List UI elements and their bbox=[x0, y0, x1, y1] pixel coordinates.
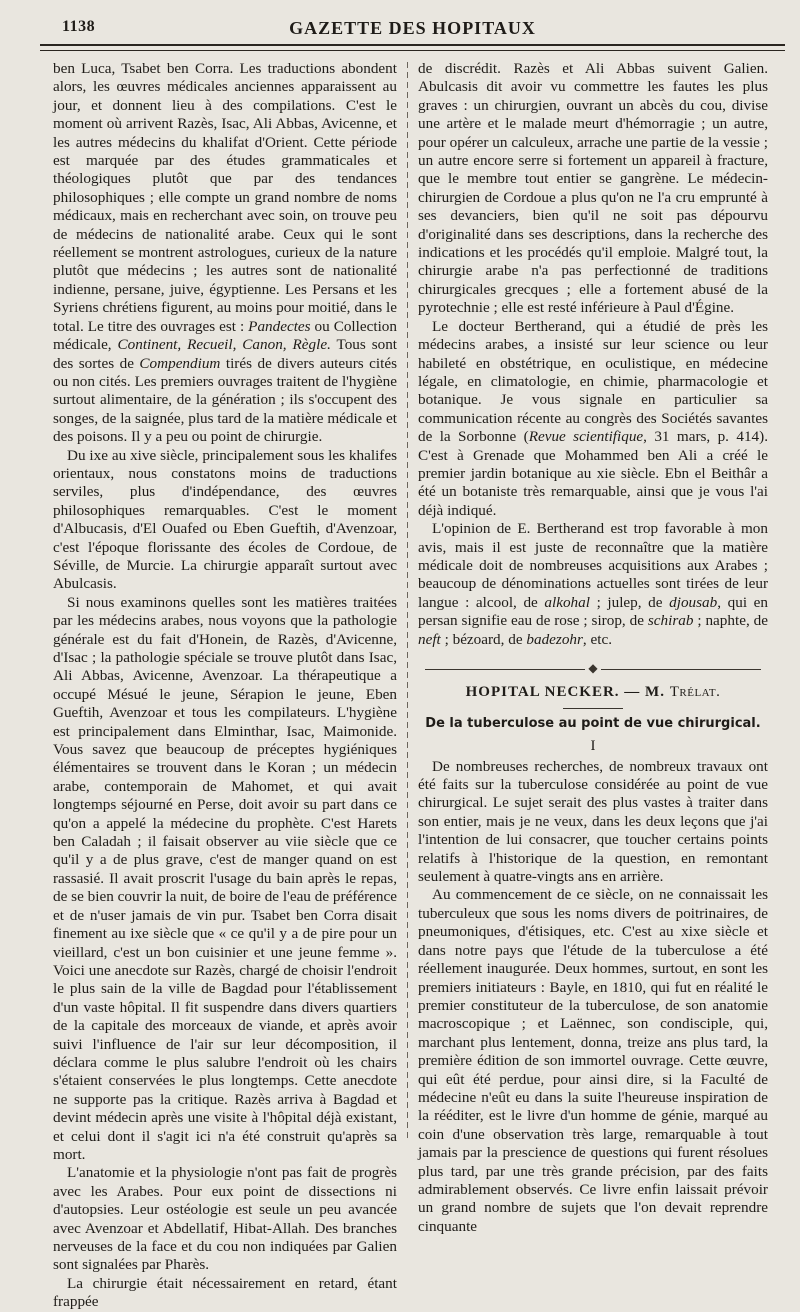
header-rule bbox=[40, 44, 785, 46]
paragraph: L'opinion de E. Bertherand est trop favorable à mon avis, mais il est juste de reconnaître que la matière médicale doit de nombreuses acquisitions aux Arabes ; beaucoup de dénominations actuelles sont tirées de leur langue : alcool, de alkohal ; julep, de djousab, qui en persan signifie eau de rose ; sirop, de schirab ; naphte, de neft ; bézoard, de badezohr, etc. bbox=[418, 520, 768, 648]
page-header bbox=[40, 8, 785, 48]
header-rule-thin bbox=[40, 50, 785, 51]
paragraph: Au commencement de ce siècle, on ne connaissait les tuberculeux que sous les noms divers de poitrinaires, de pneumoniques, d'étisiques, etc. C'est au xixe siècle et dans notre pays que l'étude de la tuberculose a été réellement inaugurée. Deux hommes, surtout, en sont les premiers initiateurs : Bayle, en 1810, qui fut en réalité le premier constituteur de la tuberculose, de son anatomie macroscopique ; et Laënnec, son condisciple, qui, marchant plus lentement, donna, treize ans plus tard, la première édition de son immortel ouvrage. Cette œuvre, qui eût été perdue, pour ainsi dire, si la Faculté de médecine n'eût eu dans la suite l'heureuse inspiration de la rééditer, est le livre d'un homme de génie, marqué au coin d'une observation très large, remarquable à tout jamais par la prescience de questions qui furent résolues plus tard, par une très grande précision, par des faits admirablement observés. Ce livre enfin laissait prévoir un grand nombre de sujets que l'on devait reprendre cinquante bbox=[418, 886, 768, 1235]
right-column bbox=[418, 60, 768, 1236]
page-number: 1138 bbox=[62, 18, 96, 35]
paragraph: Si nous examinons quelles sont les matières traitées par les médecins arabes, nous voyons que la pathologie générale est du fait d'Honein, de Razès, d'Avicenne, d'Isac ; la pathologie spéciale se trouve plutôt dans Isac, Ali Abbas, Avicenne, Avenzoar. La thérapeutique a occupé Mésué le jeune, Sérapion le jeune, Eben Gueftih, Avenzoar et tous les compilateurs. L'hygiène est principalement dans Elminthar, Isac, Maimonide. Vous savez que beaucoup de préceptes hygiéniques élémentaires se trouvent dans le Koran ; un médecin arabe, contemporain de Mahomet, et qui avait longtemps séjourné en Perse, doit avoir su part dans ce qu'on a appelé la médecine du prophète. C'est Harets ben Caladah ; il faisait observer au viie siècle que ce qu'il y a de plus grave, c'est de manger quand on est rassasié. Il avait proscrit l'usage du bain après le repas, de se bien couvrir la nuit, de boire de l'eau de préférence et de n'user jamais de vin pur. Tsabet ben Corra disait finement au ixe siècle que « ce qu'il y a de pire pour un vieillard, c'est un bon cuisinier et une jeune femme ». Voici une anecdote sur Razès, chargé de choisir l'endroit le plus sain de la ville de Bagdad pour l'établissement d'un vaste hôpital. Il fit suspendre dans divers quartiers de la capitale des morceaux de viande, et après avoir suivi l'influence de l'air sur leur décomposition, il déclara comme le plus salubre l'endroit où les chairs s'étaient conservées le plus longtemps. Cette anecdote ne supporte pas la critique. Razès arriva à Bagdad et devint médecin après une visite à l'hôpital déjà existant, et celui dont il s'agit ici n'a été construit qu'après sa mort. bbox=[53, 593, 397, 1163]
hospital-heading: HOPITAL NECKER. — M. Trélat. bbox=[465, 684, 721, 701]
ornamental-separator: ◆ bbox=[418, 659, 768, 677]
paragraph: La chirurgie était nécessairement en retard, étant frappée bbox=[53, 1274, 397, 1311]
paragraph: L'anatomie et la physiologie n'ont pas fait de progrès avec les Arabes. Pour eux point de dissections ni d'autopsies. Leur ostéologie est seule un peu avancée avec Avenzoar et Abdellatif, Hibat-Allah. Des branches nerveuses de la face et du cou non indiquées par Galien sont signalées par Pharès. bbox=[53, 1164, 397, 1274]
column-divider bbox=[407, 62, 408, 1142]
left-column bbox=[53, 60, 397, 1312]
section-number: I bbox=[590, 738, 596, 755]
paragraph: Du ixe au xive siècle, principalement sous les khalifes orientaux, nous constatons moins de traductions serviles, plus d'indépendance, des œuvres philosophiques remarquables. C'est le moment d'Albucasis, d'El Ouafed ou Eben Gueftih, d'Avenzoar, c'est l'époque florissante des écoles de Cordoue, de Séville, de Murcie. La chirurgie apparaît surtout avec Abulcasis. bbox=[53, 446, 397, 593]
paragraph: Le docteur Bertherand, qui a étudié de près les médecins arabes, a insisté sur leur science ou leur habileté en obstétrique, en oculistique, en médecine légale, en climatologie, en chimie, pharmacologie et botanique. Je vous signale en particulier sa communication récente au congrès des Sociétés savantes de la Sorbonne (Revue scientifique, 31 mars, p. 414). C'est à Grenade que Mohammed ben Ali a créé le premier jardin botanique au xie siècle. Ebn el Beithâr a été un botaniste très remarquable, ainsi que je vous l'ai déjà indiqué. bbox=[418, 317, 768, 519]
paragraph: De nombreuses recherches, de nombreux travaux ont été faits sur la tuberculose considérée au point de vue chirurgical. Le sujet serait des plus vastes à traiter dans son entier, mais je ne veux, dans les deux leçons que j'ai l'intention de lui consacrer, que toucher certains points relatifs à l'historique de la question, en remontant seulement à quatre-vingts ans en arrière. bbox=[418, 757, 768, 886]
running-title: GAZETTE DES HOPITAUX bbox=[289, 18, 536, 38]
section-title: De la tuberculose au point de vue chirurgical. bbox=[425, 715, 761, 731]
paragraph: ben Luca, Tsabet ben Corra. Les traductions abondent alors, les œuvres médicales anciennes apparaissent au jour, et donnent lieu à des compilations. C'est le moment où arrivent Razès, Isac, Ali Abbas, Avicenne, et les autres médecins du khalifat d'Orient. Cette période est marquée par des études grammaticales et théologiques plutôt que par des tendances philosophiques ; elle compte un grand nombre de noms médicaux, mais en recherchant avec soin, on trouve peu de médecins de nationalité arabe. Ceux qui le sont réellement se montrent astrologues, curieux de la nature plutôt que médecins ; les autres sont de nationalité indienne, persane, juive, égyptienne. Les Persans et les Syriens chrétiens figurent, au moins pour moitié, dans le total. Le titre des ouvrages est : Pandectes ou Collection médicale, Continent, Recueil, Canon, Règle. Tous sont des sortes de Compendium tirés de divers auteurs cités ou non cités. Les premiers ouvrages traitent de l'hygiène surtout alimentaire, de la génération ; ils s'occupent des songes, de la saignée, plus tard de la matière médicale et des poisons. Il y a peu ou point de chirurgie. bbox=[53, 60, 398, 446]
paragraph: de discrédit. Razès et Ali Abbas suivent Galien. Abulcasis dit avoir vu commettre les fautes les plus graves : un chirurgien, ouvrant un abcès du cou, divise une artère et le malade meurt d'hémorragie ; un autre, pour opérer un calculeux, arrache une partie de la vessie ; un autre encore serre si fortement un appareil à fracture, que le membre tout entier se gangrène. Le médecin-chirurgien de Cordoue a plus qu'on ne l'a cru emprunté à ses devanciers, bien qu'il ne soit pas dépourvu d'originalité dans ses descriptions, dans la recherche des indications et les procédés qu'il emploie. Malgré tout, la chirurgie arabe n'a pas perfectionné de traditions chirurgicales grecques ; elle a fortement abusé de la pyrotechnie ; elle est resté inférieure à Paul d'Égine. bbox=[418, 60, 768, 317]
short-rule bbox=[563, 708, 623, 709]
